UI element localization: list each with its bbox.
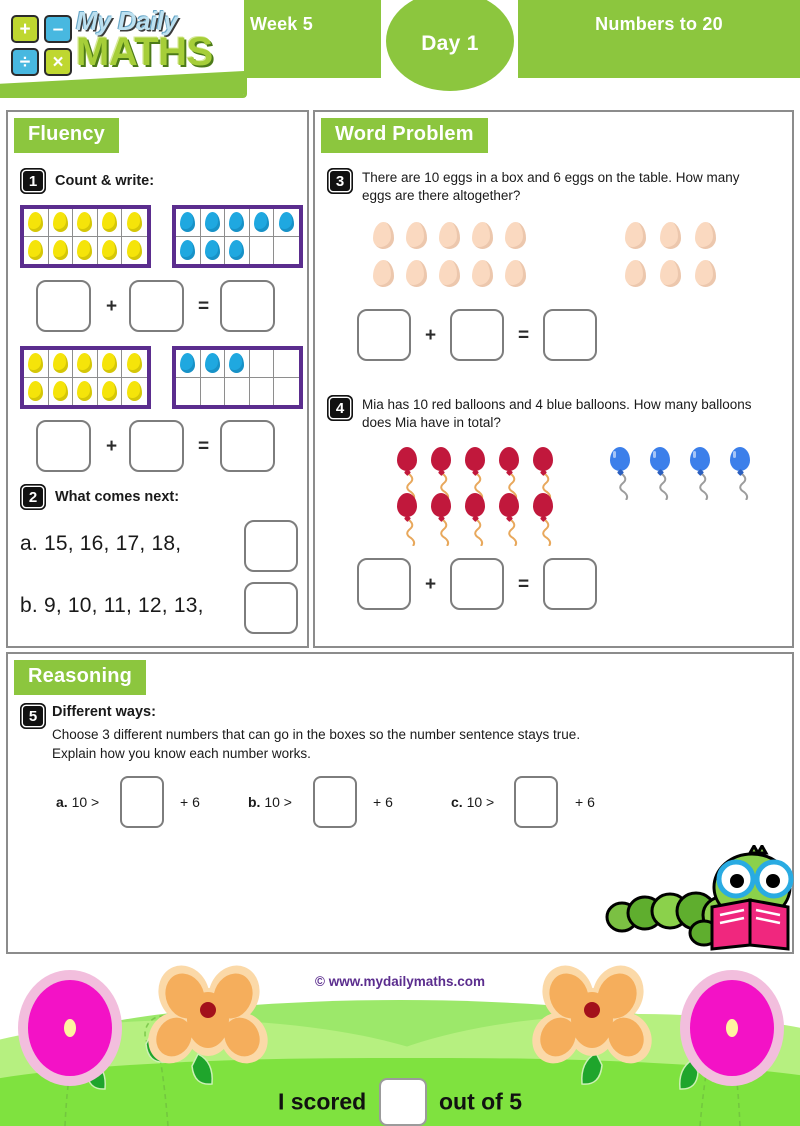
question-3-badge: 3	[327, 168, 353, 194]
q1-row1-sum-box[interactable]	[220, 280, 275, 332]
egg-counter	[229, 212, 244, 232]
balloon-illustration	[499, 493, 521, 539]
ten-frame-cell	[274, 378, 299, 406]
reasoning-tab: Reasoning	[14, 660, 146, 695]
fluency-tab: Fluency	[14, 118, 119, 153]
ten-frame-cell	[201, 237, 226, 265]
q1-row2-addend2-box[interactable]	[129, 420, 184, 472]
q4-sum-box[interactable]	[543, 558, 597, 610]
egg-counter	[205, 212, 220, 232]
q2-item-b-sequence: 9, 10, 11, 12, 13,	[43, 594, 204, 617]
q1-row1-plus-operator: +	[106, 296, 118, 317]
score-input-box[interactable]	[379, 1078, 427, 1126]
q4-balloon-group-red	[397, 447, 577, 537]
egg-illustration	[406, 222, 427, 249]
ten-frame-cell	[225, 237, 250, 265]
ten-frame-cell	[24, 378, 49, 406]
ten-frame-cell	[225, 350, 250, 378]
q5-item-b-prefix	[248, 794, 292, 810]
egg-counter	[229, 240, 244, 260]
egg-counter	[77, 212, 92, 232]
q1-row2-sum-box[interactable]	[220, 420, 275, 472]
q5-item-b-suffix: + 6	[373, 794, 393, 810]
q3-plus-operator: +	[425, 325, 437, 346]
q1-row2-plus-operator: +	[106, 436, 118, 457]
balloon-string	[473, 520, 483, 546]
q1-row2-equals-operator: =	[198, 436, 210, 457]
egg-counter	[53, 240, 68, 260]
word-problem-tab: Word Problem	[321, 118, 488, 153]
q4-balloon-group-blue	[610, 447, 770, 507]
egg-counter	[229, 353, 244, 373]
q4-addend2-box[interactable]	[450, 558, 504, 610]
egg-illustration	[472, 260, 493, 287]
ten-frame-cell	[49, 209, 74, 237]
ten-frame-blue-2	[172, 346, 303, 409]
balloon-body	[397, 447, 417, 471]
ten-frame-cell	[250, 350, 275, 378]
balloon-body	[397, 493, 417, 517]
egg-illustration	[660, 222, 681, 249]
q2-item-a	[20, 532, 181, 556]
ten-frame-cell	[250, 237, 275, 265]
egg-counter	[127, 240, 142, 260]
question-5-title: Different ways:	[52, 704, 156, 720]
question-1-title: Count & write:	[55, 173, 155, 189]
ten-frame-cell	[201, 209, 226, 237]
ten-frame-cell	[49, 378, 74, 406]
ten-frame-cell	[98, 378, 123, 406]
egg-counter	[127, 212, 142, 232]
ten-frame-cell	[274, 209, 299, 237]
egg-illustration	[505, 260, 526, 287]
balloon-body	[533, 493, 553, 517]
q1-row1-addend2-box[interactable]	[129, 280, 184, 332]
q5-item-a-suffix: + 6	[180, 794, 200, 810]
egg-counter	[279, 212, 294, 232]
topic-label: Numbers to 20	[595, 14, 723, 34]
egg-counter	[102, 353, 117, 373]
logo	[0, 0, 247, 98]
day-badge	[386, 0, 514, 91]
ten-frame-cell	[225, 209, 250, 237]
fluency-panel	[6, 110, 309, 648]
balloon-illustration	[465, 447, 487, 493]
balloon-string	[618, 474, 628, 500]
egg-illustration	[695, 260, 716, 287]
multiply-icon: ×	[44, 48, 72, 76]
egg-counter	[53, 212, 68, 232]
balloon-illustration	[431, 493, 453, 539]
q3-equals-operator: =	[518, 325, 530, 346]
egg-counter	[77, 240, 92, 260]
ten-frame-cell	[250, 378, 275, 406]
q3-egg-group-right	[625, 222, 745, 292]
caterpillar-mascot	[600, 845, 800, 957]
balloon-string	[658, 474, 668, 500]
ten-frame-cell	[274, 350, 299, 378]
ten-frame-cell	[176, 237, 201, 265]
ten-frame-cell	[225, 378, 250, 406]
egg-illustration	[406, 260, 427, 287]
egg-counter	[77, 381, 92, 401]
q2-item-a-label: a.	[20, 532, 38, 555]
balloon-body	[690, 447, 710, 471]
ten-frame-cell	[122, 378, 147, 406]
score-row	[0, 1078, 800, 1126]
egg-counter	[28, 212, 43, 232]
balloon-string	[738, 474, 748, 500]
caterpillar-icon	[600, 845, 800, 957]
balloon-string	[405, 520, 415, 546]
question-4-badge: 4	[327, 395, 353, 421]
egg-counter	[127, 353, 142, 373]
logo-operator-tiles	[11, 15, 73, 77]
logo-line-1: My Daily	[76, 6, 178, 36]
balloon-illustration	[730, 447, 752, 503]
egg-illustration	[373, 260, 394, 287]
q3-sum-box[interactable]	[543, 309, 597, 361]
balloon-body	[650, 447, 670, 471]
q1-row1-addend1-box[interactable]	[36, 280, 91, 332]
q2-item-b	[20, 594, 204, 618]
egg-illustration	[695, 222, 716, 249]
q2-item-a-sequence: 15, 16, 17, 18,	[43, 532, 182, 555]
q5-item-c-suffix: + 6	[575, 794, 595, 810]
balloon-illustration	[650, 447, 672, 503]
balloon-illustration	[431, 447, 453, 493]
balloon-illustration	[610, 447, 632, 503]
egg-counter	[127, 381, 142, 401]
q3-addend2-box[interactable]	[450, 309, 504, 361]
ten-frame-cell	[274, 237, 299, 265]
q5-item-b-answer-box[interactable]	[313, 776, 357, 828]
egg-illustration	[439, 222, 460, 249]
question-5-line-2: Explain how you know each number works.	[52, 746, 311, 761]
q2-item-b-label: b.	[20, 594, 38, 617]
ten-frame-cell	[24, 237, 49, 265]
balloon-body	[465, 493, 485, 517]
ten-frame-cell	[73, 378, 98, 406]
ten-frame-cell	[73, 237, 98, 265]
ten-frame-cell	[73, 209, 98, 237]
q1-row1-equals-operator: =	[198, 296, 210, 317]
score-prefix-label: I scored	[277, 1088, 367, 1115]
question-5-badge: 5	[20, 703, 46, 729]
balloon-body	[533, 447, 553, 471]
egg-counter	[102, 240, 117, 260]
ten-frame-blue-1	[172, 205, 303, 268]
question-3-text: There are 10 eggs in a box and 6 eggs on the table. How many eggs are there altogether?	[362, 170, 740, 203]
egg-counter	[28, 240, 43, 260]
egg-counter	[102, 212, 117, 232]
ten-frame-cell	[250, 209, 275, 237]
plus-icon: +	[11, 15, 39, 43]
ten-frame-cell	[176, 378, 201, 406]
question-1-badge: 1	[20, 168, 46, 194]
ten-frame-yellow-2	[20, 346, 151, 409]
ten-frame-cell	[24, 209, 49, 237]
q2-item-a-answer-box[interactable]	[244, 520, 298, 572]
minus-icon: –	[44, 15, 72, 43]
week-label: Week 5	[250, 14, 313, 34]
question-4-text: Mia has 10 red balloons and 4 blue balloons. How many balloons does Mia have in total?	[362, 397, 752, 430]
balloon-illustration	[465, 493, 487, 539]
q4-plus-operator: +	[425, 574, 437, 595]
egg-illustration	[625, 260, 646, 287]
q5-item-a-prefix	[56, 794, 99, 810]
ten-frame-cell	[73, 350, 98, 378]
q2-item-b-answer-box[interactable]	[244, 582, 298, 634]
egg-counter	[180, 353, 195, 373]
ten-frame-cell	[201, 378, 226, 406]
q5-item-a-expression: 10 >	[71, 794, 100, 810]
balloon-string	[541, 520, 551, 546]
balloon-body	[730, 447, 750, 471]
balloon-illustration	[499, 447, 521, 493]
q5-item-c-prefix	[451, 794, 494, 810]
ten-frame-cell	[98, 350, 123, 378]
balloon-body	[499, 493, 519, 517]
egg-illustration	[505, 222, 526, 249]
balloon-body	[499, 447, 519, 471]
book-icon	[712, 900, 788, 949]
q5-item-b-label: b.	[248, 794, 261, 810]
ten-frame-cell	[98, 237, 123, 265]
q4-addend1-box[interactable]	[357, 558, 411, 610]
logo-text	[76, 6, 236, 74]
logo-line-2: MATHS	[76, 30, 213, 74]
q1-row2-addend1-box[interactable]	[36, 420, 91, 472]
balloon-body	[610, 447, 630, 471]
egg-illustration	[373, 222, 394, 249]
balloon-body	[431, 447, 451, 471]
egg-counter	[180, 212, 195, 232]
q3-egg-group-left	[373, 222, 553, 292]
egg-counter	[180, 240, 195, 260]
egg-illustration	[439, 260, 460, 287]
day-label: Day 1	[421, 32, 479, 55]
balloon-string	[439, 520, 449, 546]
egg-illustration	[660, 260, 681, 287]
copyright-text: © www.mydailymaths.com	[315, 974, 485, 989]
balloon-illustration	[397, 447, 419, 493]
egg-counter	[28, 381, 43, 401]
egg-counter	[102, 381, 117, 401]
balloon-string	[507, 520, 517, 546]
ten-frame-cell	[49, 237, 74, 265]
ten-frame-cell	[122, 237, 147, 265]
q3-addend1-box[interactable]	[357, 309, 411, 361]
question-5-line-1: Choose 3 different numbers that can go in the boxes so the number sentence stays true.	[52, 727, 581, 742]
divide-icon: ÷	[11, 48, 39, 76]
balloon-body	[465, 447, 485, 471]
header-bar-right	[518, 0, 800, 78]
egg-counter	[77, 353, 92, 373]
ten-frame-cell	[176, 350, 201, 378]
egg-counter	[205, 353, 220, 373]
ten-frame-cell	[98, 209, 123, 237]
word-problem-panel	[313, 110, 794, 648]
question-2-badge: 2	[20, 484, 46, 510]
ten-frame-cell	[176, 209, 201, 237]
score-suffix-label: out of 5	[438, 1088, 523, 1115]
balloon-illustration	[533, 493, 555, 539]
egg-counter	[28, 353, 43, 373]
q5-item-a-answer-box[interactable]	[120, 776, 164, 828]
balloon-body	[431, 493, 451, 517]
ten-frame-yellow-1	[20, 205, 151, 268]
question-2-title: What comes next:	[55, 489, 180, 505]
egg-illustration	[472, 222, 493, 249]
q5-item-c-label: c.	[451, 794, 463, 810]
egg-illustration	[625, 222, 646, 249]
egg-counter	[53, 381, 68, 401]
q5-item-c-expression: 10 >	[466, 794, 495, 810]
egg-counter	[254, 212, 269, 232]
q5-item-a-label: a.	[56, 794, 68, 810]
ten-frame-cell	[122, 350, 147, 378]
egg-counter	[205, 240, 220, 260]
balloon-string	[698, 474, 708, 500]
egg-counter	[53, 353, 68, 373]
q5-item-b-expression: 10 >	[264, 794, 292, 810]
ten-frame-cell	[49, 350, 74, 378]
ten-frame-cell	[122, 209, 147, 237]
balloon-illustration	[397, 493, 419, 539]
ten-frame-cell	[24, 350, 49, 378]
q4-equals-operator: =	[518, 574, 530, 595]
page-header	[0, 0, 800, 78]
q5-item-c-answer-box[interactable]	[514, 776, 558, 828]
ten-frame-cell	[201, 350, 226, 378]
balloon-illustration	[690, 447, 712, 503]
balloon-illustration	[533, 447, 555, 493]
